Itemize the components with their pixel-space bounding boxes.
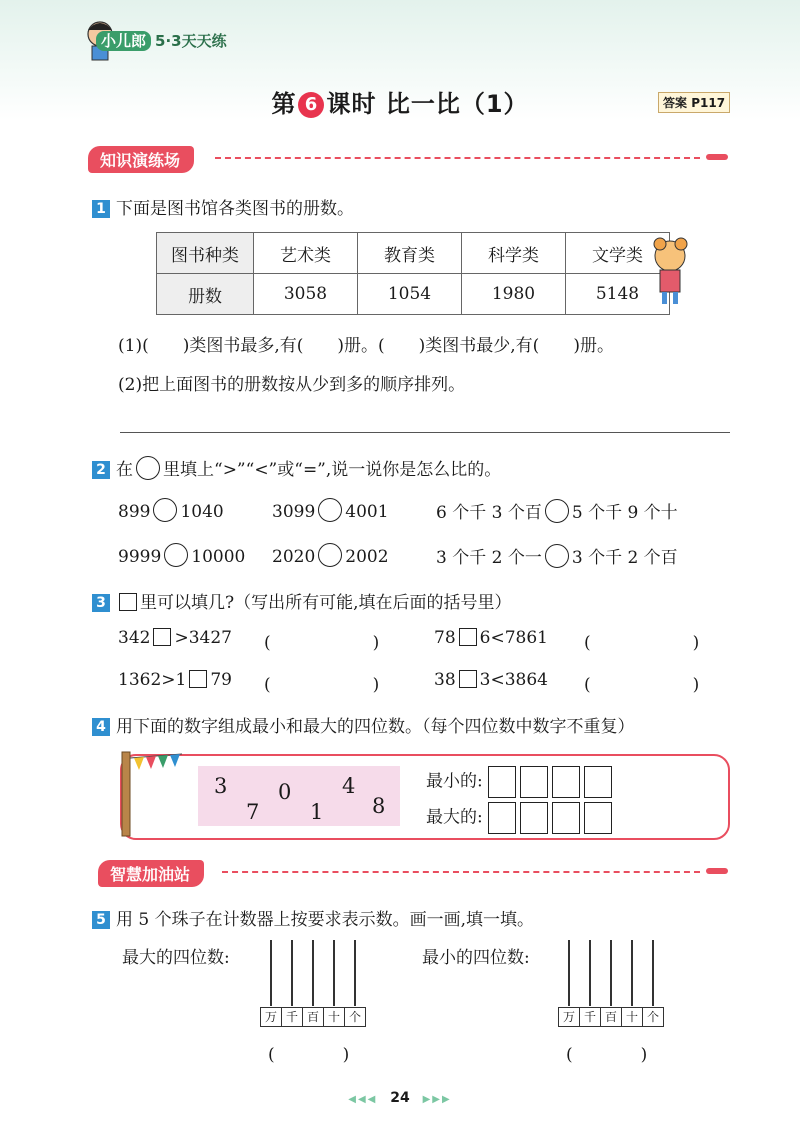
- place-label: 千: [579, 1007, 601, 1027]
- section-wisdom: 智慧加油站: [98, 860, 204, 882]
- digit-box[interactable]: [552, 766, 580, 798]
- abacus-rod: [610, 940, 612, 1006]
- digit-blank[interactable]: [189, 670, 207, 688]
- max-row: 最大的:: [426, 802, 616, 834]
- q2-item: 3 个千 2 个一 3 个千 2 个百: [436, 543, 678, 568]
- place-label: 百: [600, 1007, 622, 1027]
- table-cell: 3058: [254, 274, 358, 315]
- digit-blank[interactable]: [459, 628, 477, 646]
- abacus-rod: [631, 940, 633, 1006]
- brand-logo: 小儿郎 5·3天天练: [96, 30, 227, 51]
- q2-stem: 2 在 里填上“>”“<”或“=”,说一说你是怎么比的。: [92, 455, 501, 480]
- place-label: 十: [621, 1007, 643, 1027]
- abacus-rod: [333, 940, 335, 1006]
- compare-blank[interactable]: [545, 544, 569, 568]
- abacus-rod: [270, 940, 272, 1006]
- section-practice: 知识演练场: [88, 146, 194, 168]
- digit: 0: [278, 780, 292, 804]
- q3-answer-paren[interactable]: ( ): [264, 633, 380, 653]
- q2-item: 899 1040: [118, 498, 224, 522]
- blank-square-icon: [119, 593, 137, 611]
- place-labels: [559, 1006, 664, 1027]
- table-cell: 1980: [462, 274, 566, 315]
- digit-box[interactable]: [520, 802, 548, 834]
- q3-answer-paren[interactable]: ( ): [264, 675, 380, 695]
- answer-line[interactable]: [120, 432, 730, 433]
- digit: 3: [214, 774, 228, 798]
- pencil-icon: [706, 154, 728, 160]
- place-labels: [261, 1006, 366, 1027]
- place-label: 个: [642, 1007, 664, 1027]
- abacus-rod: [312, 940, 314, 1006]
- table-cell: 教育类: [358, 233, 462, 274]
- q2-item: 6 个千 3 个百 5 个千 9 个十: [436, 498, 678, 523]
- table-cell: 图书种类: [157, 233, 254, 274]
- flag-bunting-icon: [112, 748, 192, 838]
- digit-box[interactable]: [520, 766, 548, 798]
- compare-blank[interactable]: [164, 543, 188, 567]
- q1-stem: 1 下面是图书馆各类图书的册数。: [92, 194, 354, 219]
- place-label: 个: [344, 1007, 366, 1027]
- compare-blank[interactable]: [318, 498, 342, 522]
- page-title: 第 6 课时 比一比（1）: [271, 90, 529, 118]
- section-divider: [222, 871, 700, 873]
- q5-min-label: 最小的四位数:: [422, 948, 530, 968]
- digit-blank[interactable]: [153, 628, 171, 646]
- compare-blank[interactable]: [153, 498, 177, 522]
- digit-box[interactable]: [488, 802, 516, 834]
- digit: 8: [372, 794, 386, 818]
- q5-max-label: 最大的四位数:: [122, 948, 230, 968]
- q5-max-paren[interactable]: ( ): [268, 1045, 350, 1065]
- place-label: 百: [302, 1007, 324, 1027]
- min-row: 最小的:: [426, 766, 616, 798]
- answer-page-ref[interactable]: 答案 P117: [658, 92, 730, 113]
- cartoon-girl-icon: [648, 236, 696, 306]
- digit-box[interactable]: [552, 802, 580, 834]
- q2-item: 9999 10000: [118, 543, 245, 567]
- table-cell: 科学类: [462, 233, 566, 274]
- q2-item: 3099 4001: [272, 498, 389, 522]
- abacus-rod: [354, 940, 356, 1006]
- place-label: 千: [281, 1007, 303, 1027]
- digit: 4: [342, 774, 356, 798]
- abacus-min[interactable]: [558, 940, 668, 1028]
- q3-item: 38 3<3864: [434, 670, 548, 690]
- abacus-rod: [568, 940, 570, 1006]
- q3-item: 1362>1 79: [118, 670, 232, 690]
- q3-answer-paren[interactable]: ( ): [584, 633, 700, 653]
- digit-box[interactable]: [584, 766, 612, 798]
- q1-sub2: (2)把上面图书的册数按从少到多的顺序排列。: [118, 375, 466, 395]
- abacus-rod: [589, 940, 591, 1006]
- left-arrows-icon: ◀◀◀: [348, 1094, 378, 1105]
- pencil-icon: [706, 868, 728, 874]
- abacus-rod: [652, 940, 654, 1006]
- digit-box[interactable]: [488, 766, 516, 798]
- table-cell: 艺术类: [254, 233, 358, 274]
- q4-stem: 4 用下面的数字组成最小和最大的四位数。（每个四位数中数字不重复）: [92, 712, 635, 737]
- compare-circle-icon: [136, 456, 160, 480]
- q3-stem: 3 里可以填几?（写出所有可能,填在后面的括号里）: [92, 588, 512, 613]
- digit-blank[interactable]: [459, 670, 477, 688]
- q3-item: 78 6<7861: [434, 628, 548, 648]
- table-row: [157, 233, 670, 274]
- q5-min-paren[interactable]: ( ): [566, 1045, 648, 1065]
- table-cell: 文学类: [566, 233, 670, 274]
- q3-answer-paren[interactable]: ( ): [584, 675, 700, 695]
- digit: 7: [246, 800, 260, 824]
- compare-blank[interactable]: [318, 543, 342, 567]
- digit: 1: [310, 800, 324, 824]
- q1-sub1: (1)( )类图书最多,有( )册。( )类图书最少,有( )册。: [118, 336, 614, 356]
- lesson-number-badge: 6: [298, 92, 324, 118]
- digit-card: [198, 766, 400, 826]
- abacus-rod: [291, 940, 293, 1006]
- right-arrows-icon: ▶▶▶: [422, 1094, 452, 1105]
- table-cell: 1054: [358, 274, 462, 315]
- place-label: 十: [323, 1007, 345, 1027]
- q2-item: 2020 2002: [272, 543, 389, 567]
- place-label: 万: [558, 1007, 580, 1027]
- digit-box[interactable]: [584, 802, 612, 834]
- q5-stem: 5 用 5 个珠子在计数器上按要求表示数。画一画,填一填。: [92, 905, 534, 930]
- books-table: [156, 232, 670, 315]
- table-cell: 5148: [566, 274, 670, 315]
- section-divider: [215, 157, 700, 159]
- place-label: 万: [260, 1007, 282, 1027]
- abacus-max[interactable]: [260, 940, 370, 1028]
- table-cell: 册数: [157, 274, 254, 315]
- q3-item: 342 >3427: [118, 628, 232, 648]
- page-number: ◀◀◀ 24 ▶▶▶: [348, 1090, 452, 1106]
- table-row: [157, 274, 670, 315]
- compare-blank[interactable]: [545, 499, 569, 523]
